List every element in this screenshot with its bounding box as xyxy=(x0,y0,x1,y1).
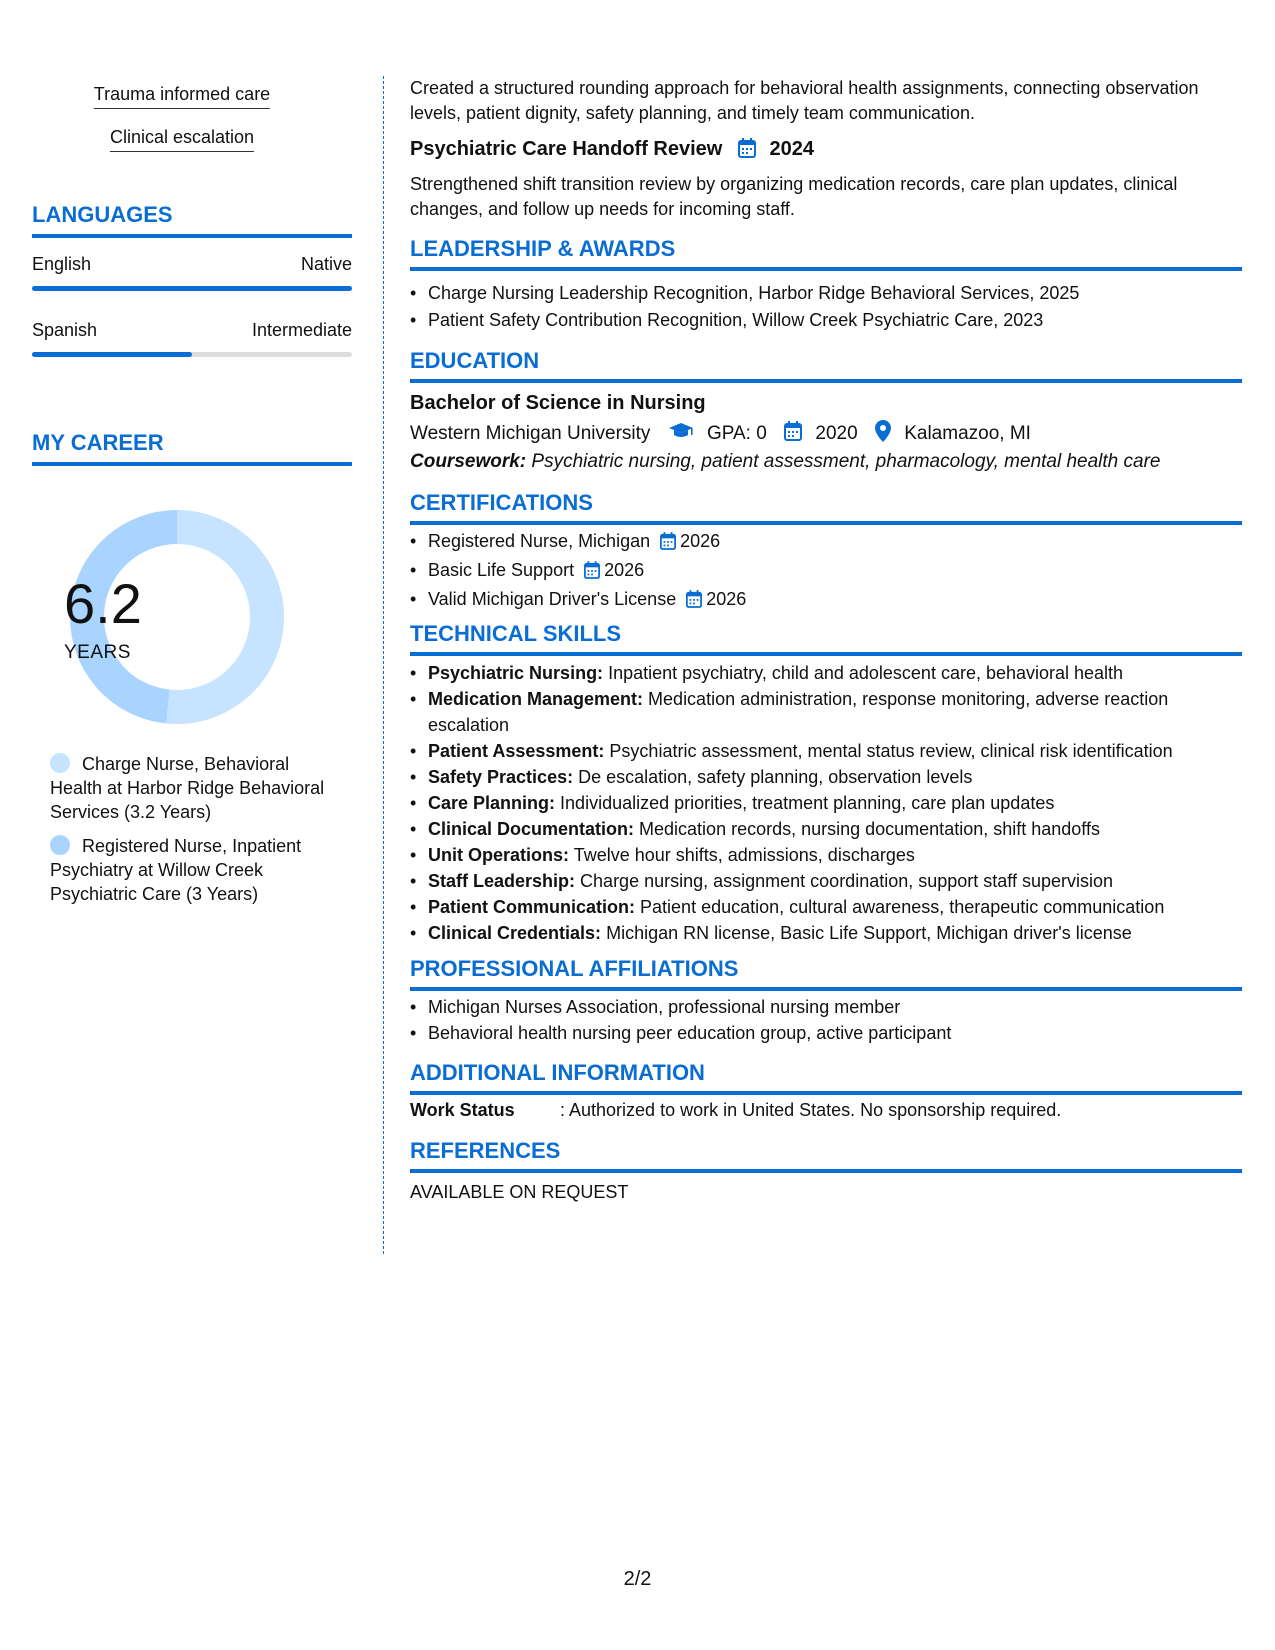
career-total-years: 6.2 xyxy=(64,572,142,635)
skill-text: Medication records, nursing documentation, shift handoffs xyxy=(639,819,1100,839)
additional-info-heading: ADDITIONAL INFORMATION xyxy=(410,1060,1242,1095)
list-item xyxy=(428,557,1260,586)
list-item xyxy=(428,528,1260,557)
calendar-icon xyxy=(738,138,756,164)
list-item xyxy=(428,764,1242,790)
language-bar-fill xyxy=(32,352,192,357)
project-year: 2024 xyxy=(769,138,814,160)
project-title xyxy=(410,138,814,164)
certifications-list xyxy=(410,528,1260,615)
affiliations-list xyxy=(410,994,1260,1046)
graduation-cap-icon xyxy=(668,422,694,446)
career-legend-item xyxy=(50,752,330,824)
certification-year: 2026 xyxy=(706,589,747,609)
list-item xyxy=(428,738,1242,764)
certification-year: 2026 xyxy=(680,531,721,551)
language-name: Spanish xyxy=(32,320,98,340)
skill-label: Patient Assessment: xyxy=(428,741,605,761)
calendar-icon xyxy=(660,531,676,557)
technical-skills-heading: TECHNICAL SKILLS xyxy=(410,621,1242,656)
school-location: Kalamazoo, MI xyxy=(904,423,1031,444)
education-details xyxy=(410,420,1031,448)
list-item xyxy=(428,586,1260,615)
calendar-icon xyxy=(784,421,802,447)
language-level: Native xyxy=(300,254,352,274)
skill-label: Medication Management: xyxy=(428,689,644,709)
list-item: • Patient Safety Contribution Recognition, Willow Creek Psychiatric Care, 2023 xyxy=(428,307,1260,334)
skill-label: Care Planning: xyxy=(428,793,556,813)
leadership-heading: LEADERSHIP & AWARDS xyxy=(410,236,1242,271)
skill-text: Inpatient psychiatry, child and adolescent care, behavioral health xyxy=(608,663,1124,683)
leadership-list xyxy=(410,280,1260,334)
language-name: English xyxy=(32,254,92,274)
list-item xyxy=(428,660,1242,686)
gpa: GPA: 0 xyxy=(706,423,767,444)
calendar-icon xyxy=(584,560,600,586)
skill-text: Psychiatric assessment, mental status review, clinical risk identification xyxy=(609,741,1173,761)
skill-tag: Clinical escalation xyxy=(110,127,254,152)
work-status-label: Work Status xyxy=(410,1100,515,1120)
language-bar-fill xyxy=(32,286,352,291)
skill-text: Michigan RN license, Basic Life Support, Michigan driver's license xyxy=(606,923,1132,943)
list-item xyxy=(428,868,1242,894)
legend-dot xyxy=(50,835,70,855)
location-pin-icon xyxy=(875,420,891,448)
career-donut-chart xyxy=(64,504,290,730)
language-level: Intermediate xyxy=(251,320,352,340)
language-bar xyxy=(32,352,352,357)
affiliations-heading: PROFESSIONAL AFFILIATIONS xyxy=(410,956,1242,991)
career-legend-text: Charge Nurse, Behavioral Health at Harbor Ridge Behavioral Services (3.2 Years) xyxy=(50,754,325,822)
list-item xyxy=(428,816,1242,842)
references-text: AVAILABLE ON REQUEST xyxy=(410,1182,629,1202)
list-item: • Charge Nursing Leadership Recognition, Harbor Ridge Behavioral Services, 2025 xyxy=(428,280,1260,307)
list-item xyxy=(428,686,1242,738)
skill-text: De escalation, safety planning, observation levels xyxy=(578,767,973,787)
column-divider xyxy=(383,76,384,1254)
career-legend-text: Registered Nurse, Inpatient Psychiatry at Willow Creek Psychiatric Care (3 Years) xyxy=(50,836,302,904)
calendar-icon xyxy=(686,589,702,615)
skill-label: Clinical Credentials: xyxy=(428,923,602,943)
list-item: • Behavioral health nursing peer education group, active participant xyxy=(428,1020,1260,1046)
certification-name: Basic Life Support xyxy=(428,560,575,580)
list-item xyxy=(428,920,1242,946)
graduation-year: 2020 xyxy=(815,423,858,444)
skill-text: Patient education, cultural awareness, therapeutic communication xyxy=(640,897,1165,917)
list-item: • Michigan Nurses Association, professional nursing member xyxy=(428,994,1260,1020)
skill-text: Twelve hour shifts, admissions, discharges xyxy=(573,845,915,865)
skill-tag: Trauma informed care xyxy=(94,84,270,109)
certification-name: Registered Nurse, Michigan xyxy=(428,531,651,551)
skill-text: Medication administration, response monitoring, adverse reaction escalation xyxy=(428,689,1169,735)
languages-heading: LANGUAGES xyxy=(32,202,352,238)
skill-label: Patient Communication: xyxy=(428,897,636,917)
coursework-label: Coursework: xyxy=(410,451,527,472)
certification-year: 2026 xyxy=(604,560,645,580)
list-item xyxy=(428,894,1242,920)
degree-title: Bachelor of Science in Nursing xyxy=(410,392,706,414)
skill-text: Individualized priorities, treatment planning, care plan updates xyxy=(560,793,1055,813)
school-name: Western Michigan University xyxy=(410,423,651,444)
list-item xyxy=(428,790,1242,816)
skill-text: Charge nursing, assignment coordination, support staff supervision xyxy=(580,871,1114,891)
skill-label: Unit Operations: xyxy=(428,845,570,865)
technical-skills-list xyxy=(410,660,1242,946)
coursework xyxy=(410,451,1161,473)
career-total-unit: YEARS xyxy=(64,642,131,663)
skill-label: Clinical Documentation: xyxy=(428,819,635,839)
project-name: Psychiatric Care Handoff Review xyxy=(410,138,723,160)
skill-label: Staff Leadership: xyxy=(428,871,576,891)
skill-label: Safety Practices: xyxy=(428,767,574,787)
coursework-text: Psychiatric nursing, patient assessment, pharmacology, mental health care xyxy=(531,451,1161,472)
project-description: Created a structured rounding approach for behavioral health assignments, connecting observation levels, patient dignity, safety planning, and timely team communication. xyxy=(410,78,1199,123)
references-heading: REFERENCES xyxy=(410,1138,1242,1173)
page-number: 2/2 xyxy=(623,1568,652,1590)
certification-name: Valid Michigan Driver's License xyxy=(428,589,677,609)
work-status-value: : Authorized to work in United States. No sponsorship required. xyxy=(560,1100,1062,1120)
career-heading: MY CAREER xyxy=(32,430,352,466)
language-bar xyxy=(32,286,352,291)
legend-dot xyxy=(50,753,70,773)
career-legend-item xyxy=(50,834,330,906)
certifications-heading: CERTIFICATIONS xyxy=(410,490,1242,525)
skill-label: Psychiatric Nursing: xyxy=(428,663,604,683)
list-item xyxy=(428,842,1242,868)
project-description: Strengthened shift transition review by organizing medication records, care plan updates, clinical changes, and follow up needs for incoming staff. xyxy=(410,174,1178,219)
education-heading: EDUCATION xyxy=(410,348,1242,383)
